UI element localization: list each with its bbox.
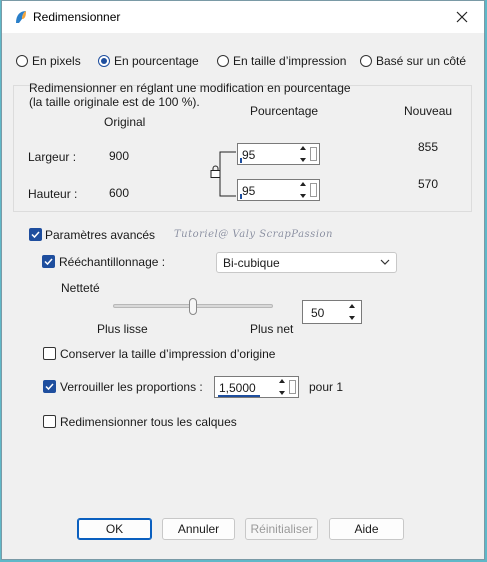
group-heading: Redimensionner en réglant une modification en pourcentage bbox=[29, 81, 351, 95]
app-icon bbox=[13, 9, 29, 25]
column-new: Nouveau bbox=[404, 104, 453, 118]
radio-percentage[interactable] bbox=[98, 54, 199, 68]
resize-all-layers-label: Redimensionner tous les calques bbox=[60, 415, 237, 429]
spinner-dropdown[interactable] bbox=[289, 380, 296, 394]
keep-print-size-label: Conserver la taille d’impression d’origine bbox=[60, 347, 276, 361]
advanced-checkbox[interactable] bbox=[29, 228, 42, 241]
sharpness-slider-thumb[interactable] bbox=[189, 298, 197, 315]
column-percent: Pourcentage bbox=[250, 104, 319, 118]
sharpness-spinner[interactable] bbox=[302, 300, 362, 324]
height-new: 570 bbox=[418, 177, 439, 191]
resize-all-layers-checkbox[interactable] bbox=[43, 415, 56, 428]
sharpness-label: Netteté bbox=[61, 281, 100, 295]
window-title: Redimensionner bbox=[33, 10, 121, 24]
resample-label: Rééchantillonnage : bbox=[59, 255, 166, 269]
percentage-group bbox=[13, 81, 472, 212]
resample-checkbox[interactable] bbox=[42, 255, 55, 268]
sharpness-max-label: Plus net bbox=[250, 322, 294, 336]
radio-label: En pixels bbox=[32, 54, 81, 68]
radio-pixels[interactable] bbox=[16, 54, 81, 68]
spinner-arrows[interactable] bbox=[277, 379, 287, 395]
radio-button[interactable] bbox=[217, 55, 229, 67]
checkmark-icon bbox=[42, 255, 55, 268]
group-subheading: (la taille originale est de 100 %). bbox=[29, 95, 200, 109]
cancel-button[interactable]: Annuler bbox=[162, 518, 235, 540]
height-original: 600 bbox=[109, 186, 130, 200]
radio-button[interactable] bbox=[98, 55, 110, 67]
resample-dropdown[interactable] bbox=[216, 252, 397, 273]
ok-button[interactable]: OK bbox=[77, 518, 152, 540]
column-original: Original bbox=[104, 115, 146, 129]
radio-label: Basé sur un côté bbox=[376, 54, 467, 68]
height-label: Hauteur : bbox=[28, 187, 78, 201]
width-percent-spinner[interactable] bbox=[237, 143, 320, 165]
sharpness-min-label: Plus lisse bbox=[97, 322, 148, 336]
spinner-dropdown[interactable] bbox=[310, 147, 317, 161]
radio-one-side[interactable] bbox=[360, 54, 466, 68]
ratio-value[interactable]: 1,5000 bbox=[219, 381, 256, 395]
width-label: Largeur : bbox=[28, 150, 77, 164]
checkmark-icon bbox=[43, 380, 56, 393]
spinner-dropdown[interactable] bbox=[310, 183, 317, 197]
watermark-text: Tutoriel@ Valy ScrapPassion bbox=[174, 229, 333, 240]
sharpness-value[interactable]: 50 bbox=[311, 306, 325, 320]
spinner-arrows[interactable] bbox=[347, 304, 357, 320]
resize-dialog bbox=[1, 0, 485, 560]
chevron-down-icon bbox=[380, 259, 390, 266]
resample-value: Bi-cubique bbox=[223, 256, 280, 270]
advanced-label: Paramètres avancés bbox=[45, 228, 156, 242]
checkmark-icon bbox=[29, 228, 42, 241]
lock-ratio-checkbox[interactable] bbox=[43, 380, 56, 393]
radio-button[interactable] bbox=[360, 55, 372, 67]
width-percent-value[interactable]: 95 bbox=[242, 148, 256, 162]
lock-icon[interactable] bbox=[210, 165, 221, 178]
height-percent-spinner[interactable] bbox=[237, 179, 320, 201]
keep-print-size-checkbox[interactable] bbox=[43, 347, 56, 360]
lock-ratio-label: Verrouiller les proportions : bbox=[60, 380, 203, 394]
spinner-arrows[interactable] bbox=[298, 146, 308, 162]
ratio-spinner[interactable] bbox=[214, 376, 299, 398]
radio-button[interactable] bbox=[16, 55, 28, 67]
reset-button[interactable]: Réinitialiser bbox=[245, 518, 318, 540]
close-icon bbox=[456, 11, 468, 23]
title-bar bbox=[2, 1, 484, 33]
spinner-arrows[interactable] bbox=[298, 182, 308, 198]
width-original: 900 bbox=[109, 149, 130, 163]
width-new: 855 bbox=[418, 140, 439, 154]
ratio-suffix: pour 1 bbox=[309, 380, 344, 394]
height-percent-value[interactable]: 95 bbox=[242, 184, 256, 198]
radio-label: En pourcentage bbox=[114, 54, 199, 68]
close-button[interactable] bbox=[440, 1, 484, 33]
radio-print-size[interactable] bbox=[217, 54, 346, 68]
radio-label: En taille d’impression bbox=[233, 54, 347, 68]
help-button[interactable]: Aide bbox=[329, 518, 404, 540]
